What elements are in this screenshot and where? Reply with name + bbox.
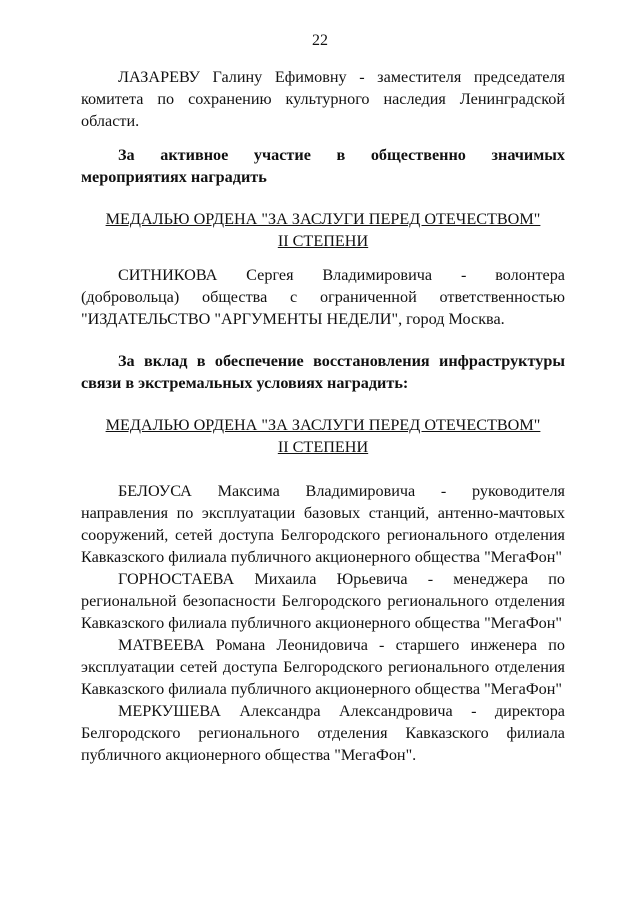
award-entry-gornostaev: ГОРНОСТАЕВА Михаила Юрьевича - менеджера по региональной безопасности Белгородского регионального отделения Кавказского филиала публичного акционерного общества "МегаФон" — [81, 570, 565, 632]
section1-award-line2: II СТЕПЕНИ — [277, 232, 369, 250]
award-entry-sitnikov: СИТНИКОВА Сергея Владимировича - волонтера (добровольца) общества с ограниченной ответственностью "ИЗДАТЕЛЬСТВО "АРГУМЕНТЫ НЕДЕЛИ", город Москва. — [81, 266, 565, 328]
section1-award-line1: МЕДАЛЬЮ ОРДЕНА "ЗА ЗАСЛУГИ ПЕРЕД ОТЕЧЕСТВОМ" — [105, 210, 541, 228]
section2-award-line1: МЕДАЛЬЮ ОРДЕНА "ЗА ЗАСЛУГИ ПЕРЕД ОТЕЧЕСТВОМ" — [105, 416, 541, 434]
award-entry-merkushev: МЕРКУШЕВА Александра Александровича - директора Белгородского регионального отделения Кавказского филиала публичного акционерного общества "МегаФон". — [81, 702, 565, 764]
award-entry-matveev: МАТВЕЕВА Романа Леонидовича - старшего инженера по эксплуатации сетей доступа Белгородского регионального отделения Кавказского филиала публичного акционерного общества "МегаФон" — [81, 636, 565, 698]
page-number: 22 — [312, 32, 328, 49]
section1-award-heading — [81, 208, 565, 252]
section2-award-line2: II СТЕПЕНИ — [277, 438, 369, 456]
award-recipients-list — [81, 480, 565, 766]
award-entry-lazareva: ЛАЗАРЕВУ Галину Ефимовну - заместителя председателя комитета по сохранению культурного наследия Ленинградской области. — [81, 68, 565, 130]
section1-reason: За активное участие в общественно значимых мероприятиях наградить — [81, 146, 565, 186]
section2-award-heading — [81, 414, 565, 458]
award-entry-belous: БЕЛОУСА Максима Владимировича - руководителя направления по эксплуатации базовых станций, антенно-мачтовых сооружений, сетей доступа Белгородского регионального отделения Кавказского филиала публичного акционерного общества "МегаФон" — [81, 482, 565, 566]
section2-reason: За вклад в обеспечение восстановления инфраструктуры связи в экстремальных условиях наградить: — [81, 352, 565, 392]
